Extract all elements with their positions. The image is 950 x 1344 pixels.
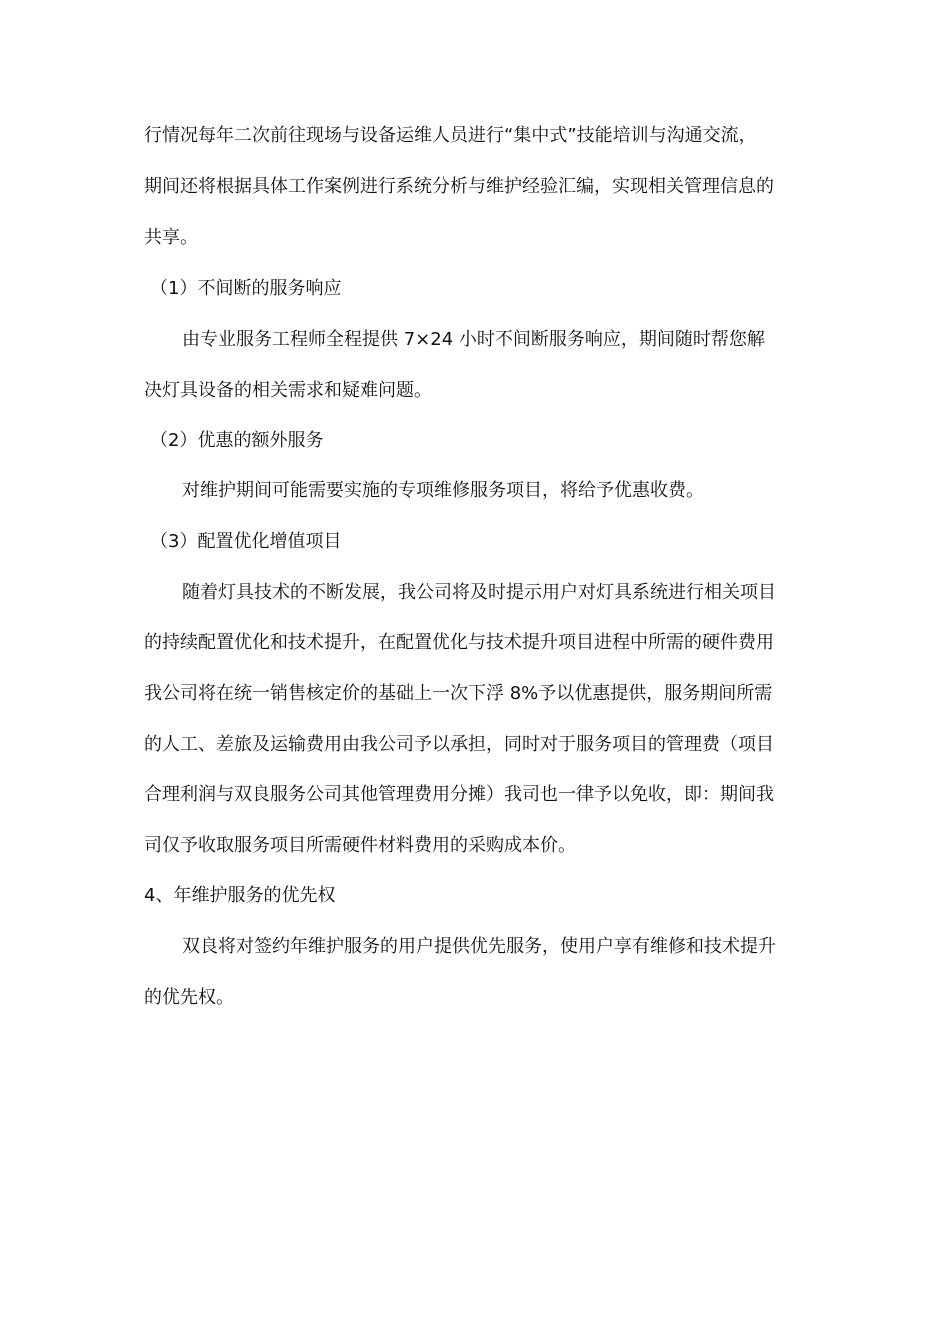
paragraph-line: 决灯具设备的相关需求和疑难问题。 — [144, 380, 432, 401]
paragraph-line: 期间还将根据具体工作案例进行系统分析与维护经验汇编，实现相关管理信息的 — [144, 176, 774, 197]
paragraph-line: 合理利润与双良服务公司其他管理费用分摊）我司也一律予以免收，即：期间我 — [144, 784, 774, 805]
paragraph-line: 随着灯具技术的不断发展，我公司将及时提示用户对灯具系统进行相关项目 — [182, 582, 776, 603]
paragraph-line: 行情况每年二次前往现场与设备运维人员进行“集中式”技能培训与沟通交流， — [144, 125, 757, 146]
paragraph-line: 我公司将在统一销售核定价的基础上一次下浮 8%予以优惠提供，服务期间所需 — [144, 683, 773, 704]
paragraph-line: 的人工、差旅及运输费用由我公司予以承担，同时对于服务项目的管理费（项目 — [144, 734, 774, 755]
paragraph-line: 的持续配置优化和技术提升，在配置优化与技术提升项目进程中所需的硬件费用 — [144, 632, 774, 653]
section-heading-4: 4、年维护服务的优先权 — [144, 885, 336, 906]
paragraph-line: 的优先权。 — [144, 987, 234, 1008]
paragraph-line: 双良将对签约年维护服务的用户提供优先服务，使用户享有维修和技术提升 — [182, 936, 776, 957]
paragraph-line: 由专业服务工程师全程提供 7×24 小时不间断服务响应，期间随时帮您解 — [182, 329, 765, 350]
section-heading-3: （3）配置优化增值项目 — [150, 531, 342, 552]
section-heading-1: （1）不间断的服务响应 — [150, 278, 342, 299]
paragraph-line: 共享。 — [144, 227, 198, 248]
paragraph-line: 对维护期间可能需要实施的专项维修服务项目，将给予优惠收费。 — [182, 480, 704, 501]
section-heading-2: （2）优惠的额外服务 — [150, 430, 324, 451]
paragraph-line: 司仅予收取服务项目所需硬件材料费用的采购成本价。 — [144, 835, 576, 856]
